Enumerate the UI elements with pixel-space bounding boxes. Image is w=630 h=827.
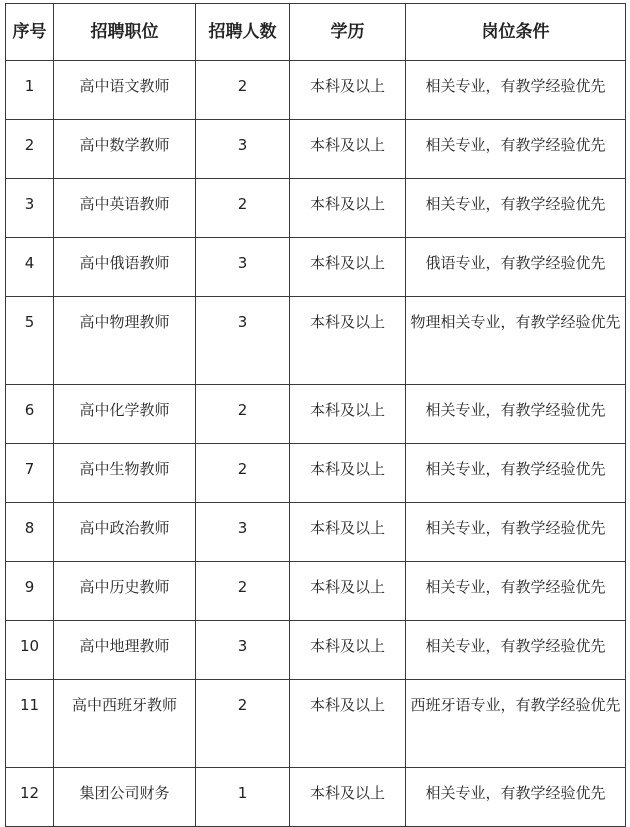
cell-position: 集团公司财务 <box>54 768 196 827</box>
cell-education: 本科及以上 <box>290 768 406 827</box>
cell-requirement: 相关专业，有教学经验优先 <box>406 61 626 120</box>
table-row <box>6 444 626 503</box>
cell-position: 高中化学教师 <box>54 385 196 444</box>
table-row <box>6 179 626 238</box>
cell-count: 2 <box>196 444 290 503</box>
cell-position: 高中政治教师 <box>54 503 196 562</box>
cell-count: 1 <box>196 768 290 827</box>
cell-count: 3 <box>196 621 290 680</box>
cell-no: 6 <box>6 385 54 444</box>
cell-requirement: 相关专业，有教学经验优先 <box>406 120 626 179</box>
header-count: 招聘人数 <box>196 4 290 61</box>
cell-requirement: 相关专业，有教学经验优先 <box>406 503 626 562</box>
cell-no: 12 <box>6 768 54 827</box>
cell-education: 本科及以上 <box>290 238 406 297</box>
cell-no: 11 <box>6 680 54 768</box>
table-row <box>6 238 626 297</box>
cell-requirement: 相关专业，有教学经验优先 <box>406 621 626 680</box>
table-row <box>6 120 626 179</box>
cell-no: 9 <box>6 562 54 621</box>
cell-position: 高中英语教师 <box>54 179 196 238</box>
header-position: 招聘职位 <box>54 4 196 61</box>
cell-count: 2 <box>196 385 290 444</box>
cell-requirement: 西班牙语专业，有教学经验优先 <box>406 680 626 768</box>
cell-education: 本科及以上 <box>290 444 406 503</box>
header-row <box>6 4 626 61</box>
cell-position: 高中数学教师 <box>54 120 196 179</box>
cell-requirement: 俄语专业，有教学经验优先 <box>406 238 626 297</box>
cell-no: 10 <box>6 621 54 680</box>
cell-education: 本科及以上 <box>290 297 406 385</box>
table-row <box>6 385 626 444</box>
cell-no: 7 <box>6 444 54 503</box>
cell-no: 8 <box>6 503 54 562</box>
cell-count: 2 <box>196 680 290 768</box>
cell-education: 本科及以上 <box>290 503 406 562</box>
cell-no: 3 <box>6 179 54 238</box>
table-header <box>6 4 626 61</box>
table-row <box>6 503 626 562</box>
cell-education: 本科及以上 <box>290 385 406 444</box>
table-row <box>6 61 626 120</box>
cell-requirement: 相关专业，有教学经验优先 <box>406 444 626 503</box>
table-row <box>6 621 626 680</box>
cell-count: 3 <box>196 503 290 562</box>
header-requirement: 岗位条件 <box>406 4 626 61</box>
cell-count: 3 <box>196 297 290 385</box>
cell-count: 2 <box>196 562 290 621</box>
cell-requirement: 相关专业，有教学经验优先 <box>406 562 626 621</box>
cell-education: 本科及以上 <box>290 61 406 120</box>
cell-count: 3 <box>196 238 290 297</box>
cell-requirement: 相关专业，有教学经验优先 <box>406 385 626 444</box>
cell-education: 本科及以上 <box>290 120 406 179</box>
cell-position: 高中俄语教师 <box>54 238 196 297</box>
cell-no: 1 <box>6 61 54 120</box>
cell-position: 高中生物教师 <box>54 444 196 503</box>
cell-count: 2 <box>196 179 290 238</box>
cell-position: 高中西班牙教师 <box>54 680 196 768</box>
cell-no: 5 <box>6 297 54 385</box>
table-row <box>6 768 626 827</box>
header-no: 序号 <box>6 4 54 61</box>
cell-no: 4 <box>6 238 54 297</box>
recruitment-table <box>5 3 626 827</box>
table-row <box>6 680 626 768</box>
cell-education: 本科及以上 <box>290 179 406 238</box>
table-row <box>6 562 626 621</box>
table-body <box>6 61 626 827</box>
cell-count: 3 <box>196 120 290 179</box>
cell-education: 本科及以上 <box>290 680 406 768</box>
cell-position: 高中语文教师 <box>54 61 196 120</box>
cell-requirement: 相关专业，有教学经验优先 <box>406 768 626 827</box>
cell-position: 高中地理教师 <box>54 621 196 680</box>
cell-position: 高中历史教师 <box>54 562 196 621</box>
cell-requirement: 相关专业，有教学经验优先 <box>406 179 626 238</box>
cell-requirement: 物理相关专业，有教学经验优先 <box>406 297 626 385</box>
cell-count: 2 <box>196 61 290 120</box>
cell-education: 本科及以上 <box>290 562 406 621</box>
header-education: 学历 <box>290 4 406 61</box>
cell-education: 本科及以上 <box>290 621 406 680</box>
cell-no: 2 <box>6 120 54 179</box>
table-row <box>6 297 626 385</box>
cell-position: 高中物理教师 <box>54 297 196 385</box>
